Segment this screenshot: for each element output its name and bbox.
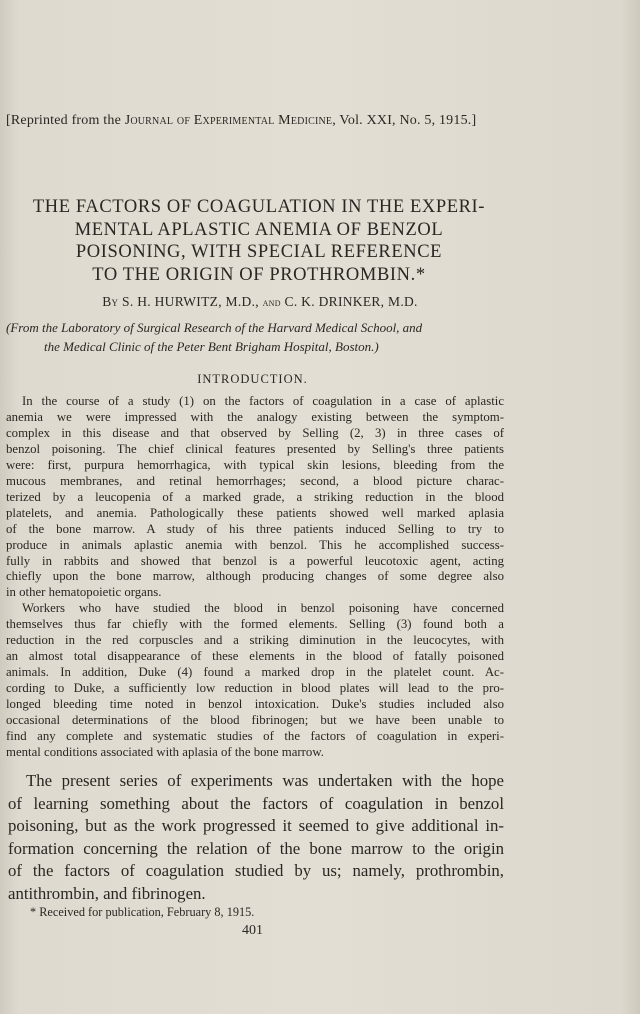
text-line: platelets, and anemia. Pathologically these patients showed well marked aplasia xyxy=(6,505,504,520)
text-line: Workers who have studied the blood in benzol poisoning have concerned xyxy=(22,601,504,616)
paragraph-1 xyxy=(6,394,504,601)
text-line: find any complete and systematic studies of the factors of coagulation in experi- xyxy=(6,729,504,744)
footnote: * Received for publication, February 8, 1915. xyxy=(30,905,255,919)
reprint-open: [Reprinted from the xyxy=(6,113,125,128)
affiliation-line: (From the Laboratory of Surgical Research of the Harvard Medical School, and xyxy=(6,320,423,335)
text-line: longed bleeding time noted in benzol intoxication. Duke's studies included also xyxy=(6,697,504,712)
text-line: cording to Duke, a sufficiently low reduction in blood plates will lead to the pro- xyxy=(6,681,504,696)
reprint-notice xyxy=(6,113,526,129)
affiliation-line: the Medical Clinic of the Peter Bent Brigham Hospital, Boston.) xyxy=(44,339,379,354)
text-line: produce in animals aplastic anemia with benzol. This he accomplished success- xyxy=(6,537,504,552)
paragraph-3 xyxy=(8,770,504,906)
author-line xyxy=(0,294,520,310)
affiliation xyxy=(6,318,511,356)
text-line: mental conditions associated with aplasia of the bone marrow. xyxy=(6,744,324,759)
text-line: chiefly upon the bone marrow, although producing changes of some degree also xyxy=(6,569,504,584)
title-line: POISONING, WITH SPECIAL REFERENCE xyxy=(75,242,443,262)
introduction-body xyxy=(6,394,504,761)
text-line: terized by a leucopenia of a marked grade, a striking reduction in the blood xyxy=(6,489,504,504)
page-number: 401 xyxy=(242,923,263,938)
text-line: themselves thus far chiefly with the formed elements. Selling (3) found both a xyxy=(6,617,504,632)
reprint-volume: , Vol. XXI, No. 5, 1915.] xyxy=(332,113,477,128)
article-title xyxy=(4,196,514,286)
text-line: reduction in the red corpuscles and a striking diminution in the leucocytes, with xyxy=(6,633,504,648)
text-line: fully in rabbits and showed that benzol is a powerful leucotoxic agent, acting xyxy=(6,553,504,568)
text-line: occasional determinations of the blood fibrinogen; but we have been unable to xyxy=(6,713,504,728)
title-line: MENTAL APLASTIC ANEMIA OF BENZOL xyxy=(74,219,444,240)
text-line: mucous membranes, and retinal hemorrhages; second, a blood picture charac- xyxy=(6,473,504,488)
author-hurwitz: S. H. HURWITZ, M.D., xyxy=(122,294,259,309)
text-line: in other hematopoietic organs. xyxy=(6,585,162,600)
text-line: In the course of a study (1) on the factors of coagulation in a case of aplastic xyxy=(22,394,504,408)
text-line: poisoning, but as the work progressed it seemed to give additional in- xyxy=(8,816,504,836)
text-line: of learning something about the factors of coagulation in benzol xyxy=(8,793,504,813)
text-line: anemia we were impressed with the analogy existing between the symptom- xyxy=(6,409,504,424)
paragraph-2 xyxy=(6,601,504,761)
and-label: and xyxy=(262,297,281,309)
by-label: By xyxy=(102,294,119,309)
text-line: complex in this disease and that observed by Selling (2, 3) in three cases of xyxy=(6,425,504,440)
text-line: animals. In addition, Duke (4) found a marked drop in the platelet count. Ac- xyxy=(6,665,504,680)
journal-name: Journal of Experimental Medicine xyxy=(124,113,333,128)
text-line: The present series of experiments was undertaken with the hope xyxy=(26,771,504,790)
text-line: of the factors of coagulation studied by us; namely, prothrombin, xyxy=(8,861,504,881)
title-line: TO THE ORIGIN OF PROTHROMBIN.* xyxy=(92,264,426,285)
text-line: benzol poisoning. The chief clinical features presented by Selling's three patients xyxy=(6,441,504,456)
text-line: were: first, purpura hemorrhagica, with typical skin lesions, bleeding from the xyxy=(6,457,504,472)
title-line: THE FACTORS OF COAGULATION IN THE EXPERI- xyxy=(32,197,486,217)
text-line: of the bone marrow. A study of his three patients induced Selling to try to xyxy=(6,521,504,536)
text-line: an almost total disappearance of these elements in the blood of fatally poisoned xyxy=(6,649,504,664)
author-drinker: C. K. DRINKER, M.D. xyxy=(284,294,418,309)
text-line: antithrombin, and fibrinogen. xyxy=(8,883,206,903)
text-line: formation concerning the relation of the bone marrow to the origin xyxy=(8,838,504,858)
section-heading: INTRODUCTION. xyxy=(197,372,308,386)
